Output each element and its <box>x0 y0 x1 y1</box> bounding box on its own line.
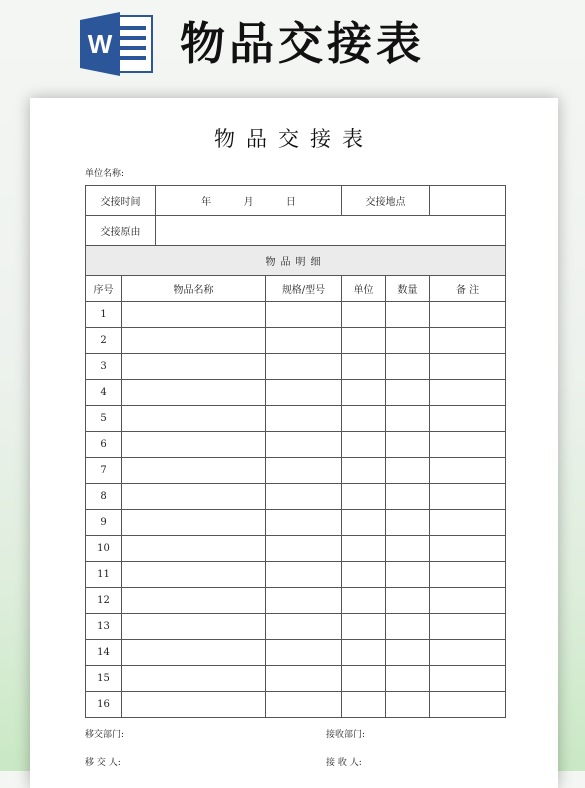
handover-time-row <box>86 186 506 216</box>
quantity-cell[interactable] <box>386 640 430 666</box>
item-name-cell[interactable] <box>122 302 266 328</box>
table-row <box>86 406 506 432</box>
item-name-cell[interactable] <box>122 354 266 380</box>
remarks-cell[interactable] <box>430 640 506 666</box>
remarks-cell[interactable] <box>430 510 506 536</box>
table-row <box>86 640 506 666</box>
banner-title: 物品交接表 <box>180 17 426 70</box>
spec-cell[interactable] <box>266 536 342 562</box>
remarks-cell[interactable] <box>430 406 506 432</box>
table-row <box>86 432 506 458</box>
quantity-cell[interactable] <box>386 510 430 536</box>
remarks-cell[interactable] <box>430 614 506 640</box>
column-header-row <box>86 276 506 302</box>
handover-date-field[interactable] <box>156 186 342 216</box>
quantity-cell[interactable] <box>386 692 430 718</box>
spec-cell[interactable] <box>266 562 342 588</box>
month-label: 月 <box>243 197 254 208</box>
unit-cell[interactable] <box>342 406 386 432</box>
item-name-cell[interactable] <box>122 406 266 432</box>
spec-cell[interactable] <box>266 666 342 692</box>
item-name-cell[interactable] <box>122 562 266 588</box>
item-name-cell[interactable] <box>122 640 266 666</box>
quantity-cell[interactable] <box>386 302 430 328</box>
table-row <box>86 666 506 692</box>
column-header-spec: 规格/型号 <box>266 276 342 302</box>
quantity-cell[interactable] <box>386 562 430 588</box>
item-detail-section-row <box>86 246 506 276</box>
column-header-unit: 单位 <box>342 276 386 302</box>
unit-cell[interactable] <box>342 562 386 588</box>
row-number: 8 <box>86 484 122 510</box>
item-detail-section-title: 物品明细 <box>86 246 506 276</box>
table-row <box>86 510 506 536</box>
spec-cell[interactable] <box>266 692 342 718</box>
item-name-cell[interactable] <box>122 380 266 406</box>
handover-reason-label: 交接原由 <box>86 216 156 246</box>
unit-cell[interactable] <box>342 354 386 380</box>
remarks-cell[interactable] <box>430 380 506 406</box>
spec-cell[interactable] <box>266 302 342 328</box>
row-number: 11 <box>86 562 122 588</box>
handover-reason-field[interactable] <box>156 216 506 246</box>
unit-cell[interactable] <box>342 484 386 510</box>
handover-reason-row <box>86 216 506 246</box>
spec-cell[interactable] <box>266 640 342 666</box>
item-name-cell[interactable] <box>122 510 266 536</box>
table-row <box>86 354 506 380</box>
column-header-no: 序号 <box>86 276 122 302</box>
row-number: 6 <box>86 432 122 458</box>
handover-place-label: 交接地点 <box>342 186 430 216</box>
table-row <box>86 458 506 484</box>
item-name-cell[interactable] <box>122 328 266 354</box>
row-number: 15 <box>86 666 122 692</box>
column-header-quantity: 数量 <box>386 276 430 302</box>
table-row <box>86 536 506 562</box>
spec-cell[interactable] <box>266 432 342 458</box>
spec-cell[interactable] <box>266 380 342 406</box>
unit-cell[interactable] <box>342 536 386 562</box>
quantity-cell[interactable] <box>386 614 430 640</box>
year-label: 年 <box>201 197 212 208</box>
from-person-label: 移 交 人: <box>85 758 121 768</box>
unit-name-label: 单位名称: <box>85 169 125 179</box>
word-icon-letter: W <box>87 29 113 59</box>
handover-place-field[interactable] <box>430 186 506 216</box>
column-header-remarks: 备 注 <box>430 276 506 302</box>
unit-cell[interactable] <box>342 458 386 484</box>
unit-cell[interactable] <box>342 692 386 718</box>
item-name-cell[interactable] <box>122 588 266 614</box>
word-icon <box>80 12 156 76</box>
unit-cell[interactable] <box>342 328 386 354</box>
unit-cell[interactable] <box>342 666 386 692</box>
item-name-cell[interactable] <box>122 666 266 692</box>
spec-cell[interactable] <box>266 354 342 380</box>
row-number: 4 <box>86 380 122 406</box>
unit-cell[interactable] <box>342 302 386 328</box>
unit-cell[interactable] <box>342 380 386 406</box>
unit-cell[interactable] <box>342 588 386 614</box>
handover-time-label: 交接时间 <box>86 186 156 216</box>
document-title: 物品交接表 <box>214 127 374 151</box>
quantity-cell[interactable] <box>386 406 430 432</box>
spec-cell[interactable] <box>266 484 342 510</box>
item-name-cell[interactable] <box>122 432 266 458</box>
column-header-item-name: 物品名称 <box>122 276 266 302</box>
item-rows <box>86 302 506 718</box>
unit-cell[interactable] <box>342 432 386 458</box>
row-number: 10 <box>86 536 122 562</box>
row-number: 3 <box>86 354 122 380</box>
remarks-cell[interactable] <box>430 432 506 458</box>
remarks-cell[interactable] <box>430 666 506 692</box>
row-number: 2 <box>86 328 122 354</box>
spec-cell[interactable] <box>266 510 342 536</box>
item-name-cell[interactable] <box>122 484 266 510</box>
item-name-cell[interactable] <box>122 536 266 562</box>
spec-cell[interactable] <box>266 588 342 614</box>
row-number: 5 <box>86 406 122 432</box>
unit-cell[interactable] <box>342 640 386 666</box>
spec-cell[interactable] <box>266 614 342 640</box>
item-name-cell[interactable] <box>122 614 266 640</box>
from-dept-label: 移交部门: <box>85 730 125 740</box>
table-row <box>86 380 506 406</box>
day-label: 日 <box>285 197 296 208</box>
table-row <box>86 328 506 354</box>
remarks-cell[interactable] <box>430 692 506 718</box>
quantity-cell[interactable] <box>386 354 430 380</box>
remarks-cell[interactable] <box>430 588 506 614</box>
row-number: 1 <box>86 302 122 328</box>
to-person-label: 接 收 人: <box>326 758 362 768</box>
spec-cell[interactable] <box>266 458 342 484</box>
remarks-cell[interactable] <box>430 354 506 380</box>
quantity-cell[interactable] <box>386 432 430 458</box>
quantity-cell[interactable] <box>386 666 430 692</box>
row-number: 7 <box>86 458 122 484</box>
table-row <box>86 588 506 614</box>
document-sheet <box>30 98 558 788</box>
quantity-cell[interactable] <box>386 588 430 614</box>
table-row <box>86 302 506 328</box>
row-number: 13 <box>86 614 122 640</box>
spec-cell[interactable] <box>266 328 342 354</box>
unit-cell[interactable] <box>342 510 386 536</box>
remarks-cell[interactable] <box>430 328 506 354</box>
row-number: 14 <box>86 640 122 666</box>
remarks-cell[interactable] <box>430 302 506 328</box>
row-number: 12 <box>86 588 122 614</box>
table-row <box>86 562 506 588</box>
remarks-cell[interactable] <box>430 458 506 484</box>
row-number: 9 <box>86 510 122 536</box>
quantity-cell[interactable] <box>386 328 430 354</box>
table-row <box>86 614 506 640</box>
unit-cell[interactable] <box>342 614 386 640</box>
item-name-cell[interactable] <box>122 458 266 484</box>
row-number: 16 <box>86 692 122 718</box>
spec-cell[interactable] <box>266 406 342 432</box>
handover-table <box>85 185 506 718</box>
quantity-cell[interactable] <box>386 484 430 510</box>
remarks-cell[interactable] <box>430 484 506 510</box>
quantity-cell[interactable] <box>386 380 430 406</box>
table-row <box>86 484 506 510</box>
quantity-cell[interactable] <box>386 458 430 484</box>
table-row <box>86 692 506 718</box>
remarks-cell[interactable] <box>430 562 506 588</box>
to-dept-label: 接收部门: <box>326 730 366 740</box>
item-name-cell[interactable] <box>122 692 266 718</box>
quantity-cell[interactable] <box>386 536 430 562</box>
banner <box>0 0 585 88</box>
remarks-cell[interactable] <box>430 536 506 562</box>
